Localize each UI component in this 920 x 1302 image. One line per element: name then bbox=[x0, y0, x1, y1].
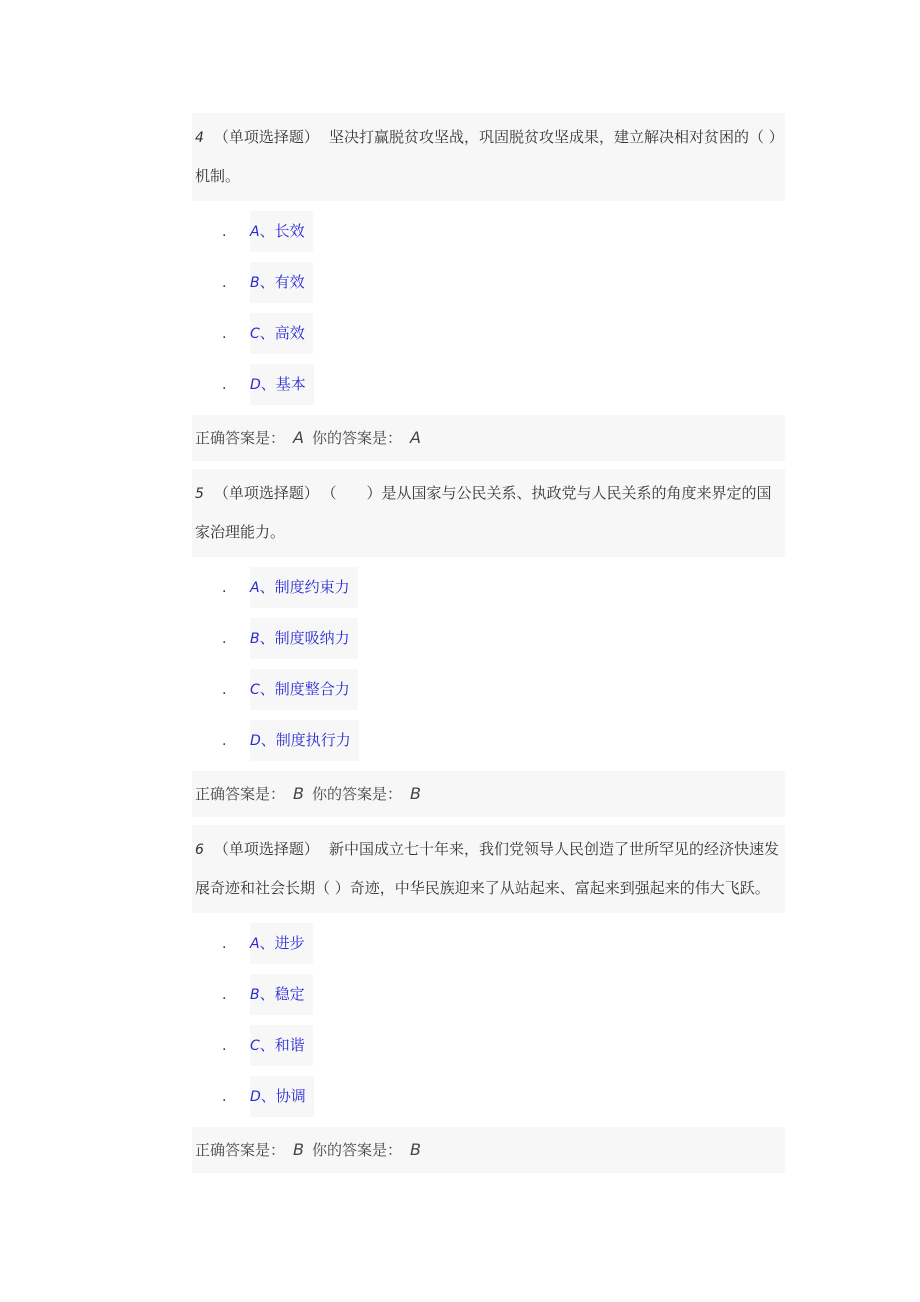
option-text: 制度吸纳力 bbox=[274, 629, 350, 647]
option-separator: 、 bbox=[260, 375, 276, 393]
option-bullet: . bbox=[222, 274, 227, 291]
quiz-document bbox=[192, 113, 785, 1181]
your-answer-label: 你的答案是： bbox=[312, 785, 403, 803]
your-answer: A bbox=[409, 428, 421, 447]
question-stem bbox=[192, 469, 785, 557]
question-type: （单项选择题） bbox=[213, 484, 319, 502]
question-number: 4 bbox=[195, 130, 204, 146]
your-answer: B bbox=[410, 784, 421, 803]
option-letter: B bbox=[250, 275, 260, 291]
question-number: 6 bbox=[195, 842, 204, 858]
option-list bbox=[192, 923, 785, 1117]
option-c[interactable] bbox=[192, 669, 785, 710]
option-separator: 、 bbox=[259, 985, 275, 1003]
option-separator: 、 bbox=[259, 934, 275, 952]
option-d[interactable] bbox=[192, 720, 785, 761]
option-letter: D bbox=[250, 1089, 261, 1105]
option-a[interactable] bbox=[192, 211, 785, 252]
question-stem bbox=[192, 113, 785, 201]
option-text: 制度约束力 bbox=[274, 578, 350, 596]
option-bullet: . bbox=[222, 986, 227, 1003]
option-separator: 、 bbox=[259, 1036, 275, 1054]
question-number: 5 bbox=[195, 486, 204, 502]
question-block bbox=[192, 113, 785, 461]
answer-line bbox=[192, 1127, 785, 1173]
option-b[interactable] bbox=[192, 974, 785, 1015]
question-stem bbox=[192, 825, 785, 913]
option-bullet: . bbox=[222, 630, 227, 647]
answer-line bbox=[192, 415, 785, 461]
question-text: （ ）是从国家与公民关系、执政党与人民关系的角度来界定的国家治理能力。 bbox=[195, 484, 772, 541]
option-letter: B bbox=[250, 987, 260, 1003]
option-separator: 、 bbox=[260, 731, 276, 749]
correct-answer: A bbox=[293, 428, 304, 447]
option-a[interactable] bbox=[192, 567, 785, 608]
option-bullet: . bbox=[222, 223, 227, 240]
option-text: 长效 bbox=[274, 222, 305, 240]
option-separator: 、 bbox=[259, 578, 275, 596]
option-d[interactable] bbox=[192, 1076, 785, 1117]
question-type: （单项选择题） bbox=[213, 128, 319, 146]
question-text: 新中国成立七十年来，我们党领导人民创造了世所罕见的经济快速发展奇迹和社会长期（ ）奇迹，中华民族迎来了从站起来、富起来到强起来的伟大飞跃。 bbox=[195, 840, 779, 897]
option-c[interactable] bbox=[192, 1025, 785, 1066]
option-separator: 、 bbox=[259, 273, 275, 291]
question-block bbox=[192, 469, 785, 817]
option-letter: A bbox=[250, 936, 260, 952]
option-text: 协调 bbox=[275, 1087, 306, 1105]
option-bullet: . bbox=[222, 579, 227, 596]
option-letter: C bbox=[250, 326, 260, 342]
option-text: 制度执行力 bbox=[275, 731, 351, 749]
option-text: 基本 bbox=[275, 375, 306, 393]
question-type: （单项选择题） bbox=[213, 840, 319, 858]
option-bullet: . bbox=[222, 732, 227, 749]
correct-answer-label: 正确答案是： bbox=[195, 1141, 286, 1159]
option-letter: A bbox=[250, 580, 260, 596]
your-answer-label: 你的答案是： bbox=[312, 1141, 403, 1159]
question-text: 坚决打赢脱贫攻坚战，巩固脱贫攻坚成果，建立解决相对贫困的（ ）机制。 bbox=[195, 128, 784, 185]
option-a[interactable] bbox=[192, 923, 785, 964]
correct-answer: B bbox=[293, 1140, 304, 1159]
your-answer: B bbox=[410, 1140, 421, 1159]
option-bullet: . bbox=[222, 1037, 227, 1054]
option-d[interactable] bbox=[192, 364, 785, 405]
option-letter: D bbox=[250, 733, 261, 749]
option-text: 稳定 bbox=[274, 985, 305, 1003]
correct-answer-label: 正确答案是： bbox=[195, 429, 286, 447]
option-letter: C bbox=[250, 1038, 260, 1054]
option-separator: 、 bbox=[259, 324, 275, 342]
option-separator: 、 bbox=[259, 222, 275, 240]
correct-answer-label: 正确答案是： bbox=[195, 785, 286, 803]
option-list bbox=[192, 567, 785, 761]
correct-answer: B bbox=[293, 784, 304, 803]
option-letter: D bbox=[250, 377, 261, 393]
option-letter: B bbox=[250, 631, 260, 647]
your-answer-label: 你的答案是： bbox=[311, 429, 402, 447]
option-bullet: . bbox=[222, 325, 227, 342]
option-bullet: . bbox=[222, 935, 227, 952]
option-text: 进步 bbox=[274, 934, 305, 952]
option-text: 高效 bbox=[274, 324, 305, 342]
option-bullet: . bbox=[222, 376, 227, 393]
option-letter: C bbox=[250, 682, 260, 698]
option-bullet: . bbox=[222, 1088, 227, 1105]
option-b[interactable] bbox=[192, 618, 785, 659]
question-block bbox=[192, 825, 785, 1173]
option-list bbox=[192, 211, 785, 405]
option-separator: 、 bbox=[259, 629, 275, 647]
answer-line bbox=[192, 771, 785, 817]
option-text: 制度整合力 bbox=[274, 680, 350, 698]
option-separator: 、 bbox=[260, 1087, 276, 1105]
option-c[interactable] bbox=[192, 313, 785, 354]
option-bullet: . bbox=[222, 681, 227, 698]
option-b[interactable] bbox=[192, 262, 785, 303]
option-separator: 、 bbox=[259, 680, 275, 698]
option-letter: A bbox=[250, 224, 260, 240]
option-text: 和谐 bbox=[274, 1036, 305, 1054]
option-text: 有效 bbox=[274, 273, 305, 291]
